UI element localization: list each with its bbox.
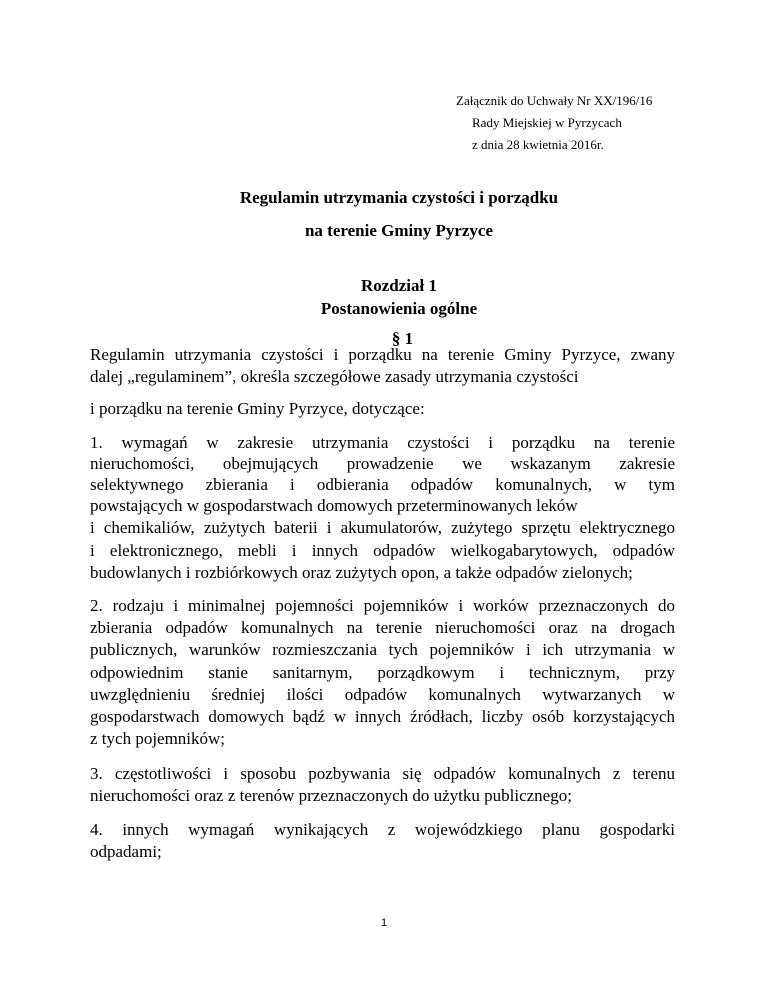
list-item-1-continuation	[90, 517, 675, 585]
document-title	[0, 181, 768, 247]
intro-paragraph	[90, 344, 675, 388]
text-line: i elektronicznego, mebli i innych odpadów wielkogabarytowych, odpadów	[90, 540, 675, 560]
text-line: dalej „regulaminem”, określa szczegółowe zasady utrzymania czystości	[90, 367, 579, 386]
text-line: gospodarstwach domowych bądź w innych źródłach, liczby osób korzystających	[90, 707, 675, 727]
text-line: i chemikaliów, zużytych baterii i akumulatorów, zużytego sprzętu elektrycznego	[90, 518, 675, 537]
list-item-1	[90, 432, 675, 516]
text-line: powstających w gospodarstwach domowych przeterminowanych leków	[90, 496, 578, 515]
text-line: i porządku na terenie Gminy Pyrzyce, dotyczące:	[90, 399, 425, 418]
page-number: 1	[380, 917, 388, 929]
text-line: zbierania odpadów komunalnych na terenie nieruchomości oraz na drogach	[90, 618, 675, 638]
list-item-4	[90, 819, 675, 863]
text-line: Regulamin utrzymania czystości i porządku na terenie Gminy Pyrzyce, zwany	[90, 345, 675, 364]
paragraph-symbol: § 1	[391, 329, 414, 348]
text-line: nieruchomości, obejmujących prowadzenie we wskazanym zakresie	[90, 454, 675, 473]
text-line: odpadami;	[90, 842, 162, 861]
text-line: 2. rodzaju i minimalnej pojemności pojemników i worków przeznaczonych do	[90, 596, 675, 615]
title-line-1: Regulamin utrzymania czystości i porządku	[239, 188, 559, 207]
text-line: budowlanych i rozbiórkowych oraz zużytych opon, a także odpadów zielonych;	[90, 563, 633, 582]
list-item-2	[90, 595, 675, 750]
annex-line-1: Załącznik do Uchwały Nr XX/196/16	[456, 93, 653, 108]
text-line: z tych pojemników;	[90, 729, 226, 749]
annex-line-2: Rady Miejskiej w Pyrzycach	[472, 115, 622, 130]
text-line: odpowiednim stanie sanitarnym, porządkowym i technicznym, przy	[90, 662, 675, 682]
annex-header	[456, 90, 652, 156]
text-line: uwzględnieniu średniej ilości odpadów komunalnych wytwarzanych w	[90, 684, 675, 704]
text-line: 3. częstotliwości i sposobu pozbywania się odpadów komunalnych z terenu	[90, 764, 675, 783]
annex-line-3: z dnia 28 kwietnia 2016r.	[472, 137, 604, 152]
text-line: nieruchomości oraz z terenów przeznaczonych do użytku publicznego;	[90, 786, 572, 805]
title-line-2: na terenie Gminy Pyrzyce	[304, 221, 494, 240]
text-line: 1. wymagań w zakresie utrzymania czystości i porządku na terenie	[90, 433, 675, 452]
chapter-name: Postanowienia ogólne	[320, 299, 478, 318]
chapter-number: Rozdział 1	[360, 276, 438, 295]
text-line: 4. innych wymagań wynikających z wojewódzkiego planu gospodarki	[90, 820, 675, 839]
chapter-heading	[0, 274, 768, 350]
intro-continuation	[90, 398, 675, 420]
list-item-3	[90, 763, 675, 807]
text-line: selektywnego zbierania i odbierania odpadów komunalnych, w tym	[90, 475, 675, 494]
text-line: publicznych, warunków rozmieszczania tych pojemników i ich utrzymania w	[90, 640, 675, 660]
